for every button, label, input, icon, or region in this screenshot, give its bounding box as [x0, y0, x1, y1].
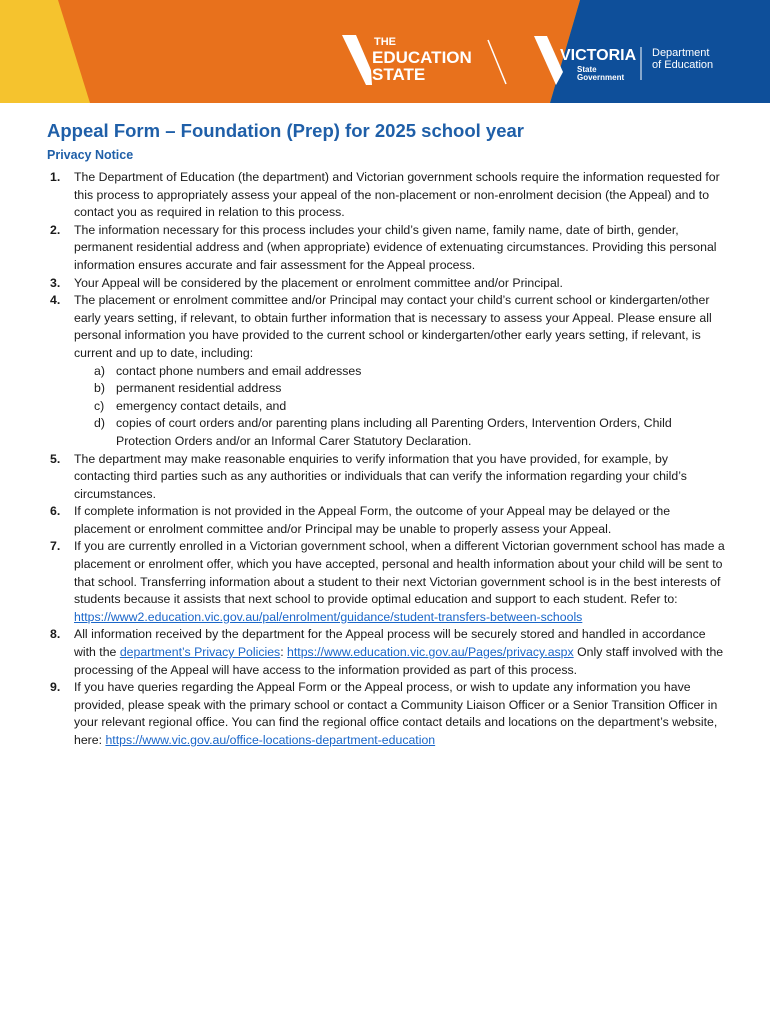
item-number: 8. [50, 627, 61, 642]
header-banner [0, 0, 770, 103]
victoria-wordmark: VICTORIA [560, 47, 637, 64]
privacy-list [0, 169, 770, 750]
list-item [0, 222, 770, 275]
sub-item-letter: c) [94, 398, 105, 413]
item-number: 1. [50, 170, 61, 184]
sub-item-text: emergency contact details, and [116, 398, 287, 413]
list-item [0, 626, 770, 679]
item-text: If you are currently enrolled in a Victorian government school, when a different Victorian government school has made a placement or enrolment offer, which you have accepted, personal and health information about your child will be sent to that school. Transferring information about a student to their next Victorian government school is in the best interests of students because it assists that next school to provide optimal education and support to each student. Refer to: [74, 539, 725, 607]
item-text: Your Appeal will be considered by the placement or enrolment committee and/or Principal. [74, 275, 563, 290]
sub-list-item [74, 398, 726, 416]
item-number: 9. [50, 680, 61, 695]
privacy-url-link[interactable]: https://www.education.vic.gov.au/Pages/privacy.aspx [287, 645, 574, 660]
sub-item-letter: a) [94, 363, 105, 378]
list-item [0, 679, 770, 749]
sub-item-text: permanent residential address [116, 381, 282, 396]
item-number: 4. [50, 293, 61, 308]
banner-orange [58, 0, 580, 103]
list-item [0, 538, 770, 626]
sub-list-item [74, 415, 726, 450]
student-transfers-link[interactable]: https://www2.education.vic.gov.au/pal/enrolment/guidance/student-transfers-between-schools [74, 609, 583, 624]
item-text: The Department of Education (the department) and Victorian government schools require the information requested for this process to appropriately assess your appeal of the non-placement or non-enrolment decision (the Appeal) and to contact you as required in relation to this process. [74, 170, 720, 220]
sub-list-item [74, 363, 726, 381]
item-text: The department may make reasonable enquiries to verify information that you have provided, for example, by contacting third parties such as any authorities or individuals that can verify the information regarding your child’s circumstances. [74, 451, 687, 501]
logo-the: THE [374, 36, 396, 48]
list-item [0, 503, 770, 538]
item-text: The placement or enrolment committee and/or Principal may contact your child’s current school or kindergarten/other early years setting, if relevant, to obtain further information that is necessary to assess your Appeal. Please ensure all personal information you have provided to the current school or kindergarten/other early years setting, if relevant, is current and up to date, including: [74, 293, 712, 360]
logo-education: EDUCATION [372, 48, 472, 67]
privacy-notice-heading: Privacy Notice [47, 148, 134, 162]
sub-list [74, 363, 726, 451]
sub-list-item [74, 380, 726, 398]
page-title: Appeal Form – Foundation (Prep) for 2025 school year [47, 120, 524, 141]
item-number: 5. [50, 451, 61, 466]
victoria-government: Government [577, 73, 625, 82]
privacy-policies-link[interactable]: department’s Privacy Policies [119, 645, 281, 660]
item-number: 7. [50, 539, 61, 554]
list-item [0, 275, 770, 293]
sub-item-letter: b) [94, 381, 105, 396]
item-number: 6. [50, 504, 61, 519]
list-item [0, 292, 770, 450]
list-item [0, 169, 770, 222]
item-number: 2. [50, 222, 61, 237]
victoria-state: State [577, 65, 597, 74]
dept-line1: Department [652, 47, 710, 59]
logo-state: STATE [372, 65, 426, 84]
item-text: If complete information is not provided in the Appeal Form, the outcome of your Appeal may be delayed or the placement or enrolment committee and/or Principal may be unable to properly assess your Appeal. [74, 504, 671, 536]
item-text: Only staff involved with the processing of the Appeal will have access to the information provided as part of this process. [74, 645, 724, 677]
sub-item-text: copies of court orders and/or parenting plans including all Parenting Orders, Intervention Orders, Child Protection Orders and/or an Informal Carer Statutory Declaration. [116, 416, 672, 448]
sub-item-letter: d) [94, 416, 105, 431]
office-locations-link[interactable]: https://www.vic.gov.au/office-locations-department-education [105, 733, 436, 747]
dept-line2: of Education [652, 59, 714, 71]
item-text: If you have queries regarding the Appeal Form or the Appeal process, or wish to update any information you have provided, please speak with the primary school or contact a Community Liaison Officer or a Senior Transition Officer in your relevant regional office. You can find the regional office contact details and locations on the department’s website, here: [74, 680, 718, 747]
item-text: All information received by the department for the Appeal process will be securely stored and handled in accordance with the [74, 627, 706, 660]
item-number: 3. [50, 275, 61, 290]
list-item [0, 451, 770, 504]
sub-item-text: contact phone numbers and email addresses [116, 363, 362, 378]
item-text: The information necessary for this process includes your child’s given name, family name, date of birth, gender, permanent residential address and (when appropriate) evidence of extenuating circumstances. Providing this personal information ensures accurate and fair assessment for the Appeal process. [74, 222, 717, 272]
item-colon: : [280, 645, 284, 660]
